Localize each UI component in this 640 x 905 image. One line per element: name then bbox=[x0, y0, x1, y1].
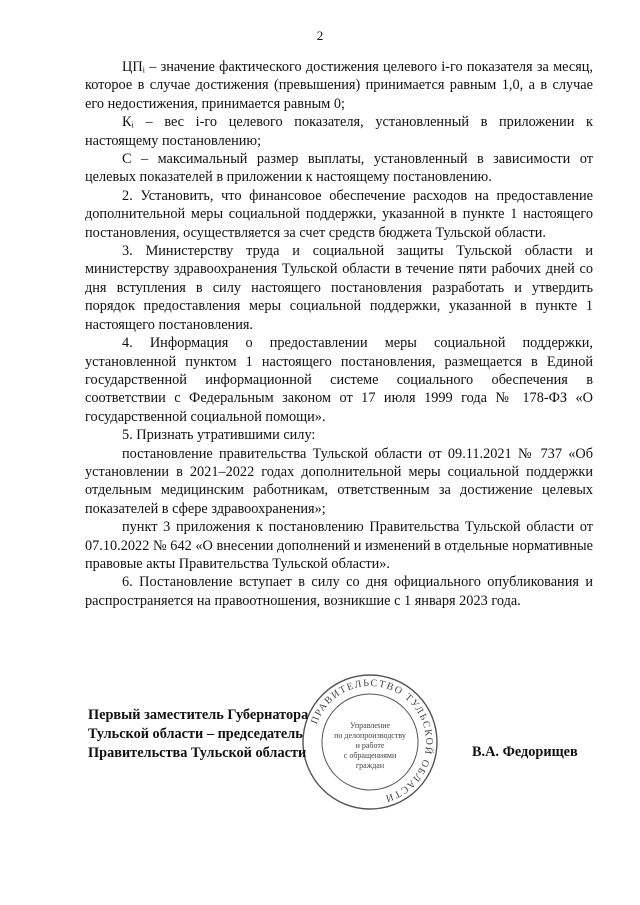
seal-center-line: Управление bbox=[349, 721, 391, 730]
paragraph-item-6: 6. Постановление вступает в силу со дня официального опубликования и распространяется на правоотношения, возникшие с 1 января 2023 года. bbox=[85, 574, 593, 609]
paragraph-c-definition: С – максимальный размер выплаты, установленный в зависимости от целевых показателей в приложении к настоящему постановлению. bbox=[85, 151, 593, 186]
document-body bbox=[85, 58, 593, 610]
paragraph-item-4: 4. Информация о предоставлении меры социальной поддержки, установленной пунктом 1 настоящего постановления, размещается в Единой государственной информационной системе социального обеспечения в соответствии с Федеральным законом от 17 июля 1999 года № 178-ФЗ «О государственной социальной помощи». bbox=[85, 335, 593, 425]
signer-name: В.А. Федорищев bbox=[472, 744, 578, 760]
page-number: 2 bbox=[316, 28, 324, 43]
seal-center-line: и работе bbox=[355, 741, 385, 750]
signature-title-line-2: Тульской области – председатель bbox=[88, 726, 303, 742]
paragraph-item-5-decree-642: пункт 3 приложения к постановлению Правительства Тульской области от 07.10.2022 № 642 «О внесении дополнений и изменений в отдельные нормативные правовые акты Правительства Тульской области». bbox=[85, 519, 593, 572]
paragraph-item-5: 5. Признать утратившими силу: bbox=[122, 427, 316, 444]
signature-position bbox=[88, 706, 308, 763]
paragraph-item-2: 2. Установить, что финансовое обеспечение расходов на предоставление дополнительной меры социальной поддержки, указанной в пункте 1 настоящего постановления, осуществляется за счет средств бюджета Тульской области. bbox=[85, 187, 593, 241]
paragraph-k-definition: Кᵢ – вес i-го целевого показателя, установленный в приложении к настоящему постановлению; bbox=[85, 114, 593, 149]
official-seal-stamp bbox=[300, 672, 440, 812]
seal-center-line: с обращениями bbox=[343, 751, 397, 760]
paragraph-item-5-decree-737: постановление правительства Тульской области от 09.11.2021 № 737 «Об установлении в 2021–2022 годах дополнительной меры социальной поддержки отдельным медицинским работникам, ответственным за достижение целевых показателей в сфере здравоохранения»; bbox=[85, 445, 593, 517]
paragraph-cp-definition: ЦПᵢ – значение фактического достижения целевого i-го показателя за месяц, которое в случае достижения (превышения) принимается равным 1,0, а в случае его недостижения, принимается равным 0; bbox=[85, 59, 593, 112]
seal-center-line: граждан bbox=[355, 761, 385, 770]
seal-ring-text: ПРАВИТЕЛЬСТВО ТУЛЬСКОЙ ОБЛАСТИ bbox=[309, 677, 435, 805]
signature-title-line-1: Первый заместитель Губернатора bbox=[88, 707, 309, 723]
signature-title-line-3: Правительства Тульской области bbox=[88, 745, 307, 761]
seal-center-line: по делопроизводству bbox=[334, 731, 406, 740]
paragraph-item-3: 3. Министерству труда и социальной защиты Тульской области и министерству здравоохранения Тульской области в течение пяти рабочих дней со дня вступления в силу настоящего постановления разработать и утвердить порядок предоставления меры социальной поддержки, указанной в пункте 1 настоящего постановления. bbox=[85, 243, 593, 333]
